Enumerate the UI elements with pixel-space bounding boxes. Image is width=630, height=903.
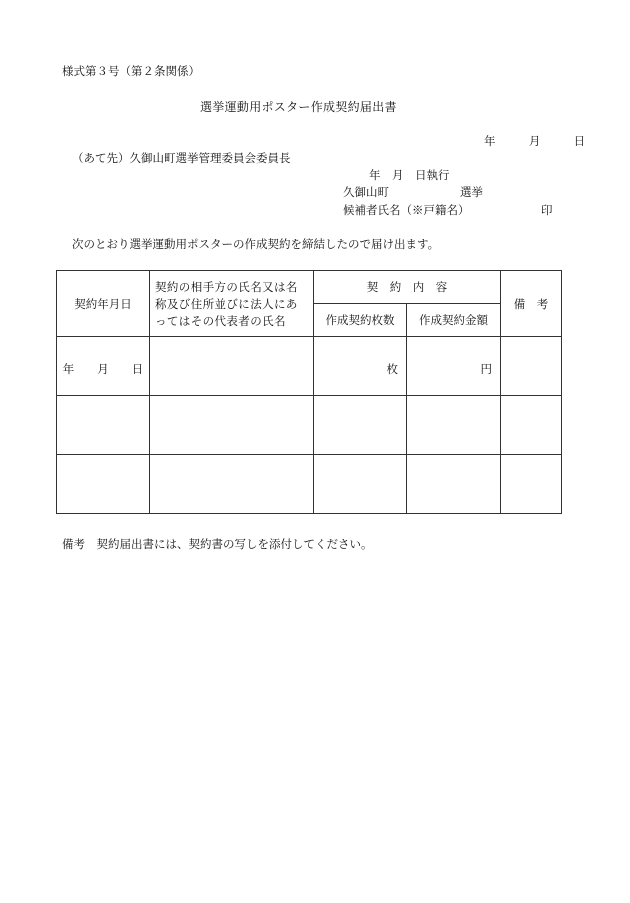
submission-date — [484, 136, 585, 148]
table-row — [57, 396, 562, 455]
header-contract-date: 契約年月日 — [57, 271, 150, 337]
header-poster-count: 作成契約枚数 — [314, 304, 407, 337]
row-remarks-cell[interactable] — [501, 396, 562, 455]
election-execution-date: 年 月 日執行 — [369, 168, 450, 182]
header-remarks: 備 考 — [501, 271, 562, 337]
table-row — [57, 337, 562, 396]
header-contract-party: 契約の相手方の氏名又は名称及び住所並びに法人にあってはその代表者の氏名 — [150, 271, 314, 337]
row-amount-cell[interactable]: 円 — [407, 337, 501, 396]
election-name — [343, 185, 483, 199]
header-contract-amount: 作成契約金額 — [407, 304, 501, 337]
contract-table — [56, 270, 562, 514]
row-party-cell[interactable] — [150, 455, 314, 514]
table-row — [57, 455, 562, 514]
seal-mark: 印 — [541, 203, 553, 217]
row-party-cell[interactable] — [150, 396, 314, 455]
document-title: 選挙運動用ポスター作成契約届出書 — [200, 100, 397, 114]
row-amount-cell[interactable] — [407, 455, 501, 514]
addressee: （あて先）久御山町選挙管理委員会委員長 — [72, 151, 291, 165]
date-month-label: 月 — [528, 134, 541, 148]
election-municipality: 久御山町 — [343, 185, 389, 199]
header-contract-contents: 契 約 内 容 — [314, 271, 501, 304]
row-count-cell[interactable]: 枚 — [314, 337, 407, 396]
table-header-row — [57, 271, 562, 304]
row-count-cell[interactable] — [314, 396, 407, 455]
row-remarks-cell[interactable] — [501, 337, 562, 396]
remarks-note: 備考 契約届出書には、契約書の写しを添付してください。 — [62, 537, 373, 551]
election-suffix: 選挙 — [460, 185, 483, 199]
intro-statement: 次のとおり選挙運動用ポスターの作成契約を締結したので届け出ます。 — [72, 237, 440, 251]
row-date-cell[interactable]: 年 月 日 — [57, 337, 150, 396]
date-day-label: 日 — [573, 134, 586, 148]
form-number: 様式第３号（第２条関係） — [62, 64, 200, 78]
date-year-label: 年 — [484, 134, 496, 148]
row-party-cell[interactable] — [150, 337, 314, 396]
row-remarks-cell[interactable] — [501, 455, 562, 514]
row-date-cell[interactable] — [57, 455, 150, 514]
candidate-name-label: 候補者氏名（※戸籍名） — [343, 203, 470, 217]
row-amount-cell[interactable] — [407, 396, 501, 455]
row-count-cell[interactable] — [314, 455, 407, 514]
row-date-cell[interactable] — [57, 396, 150, 455]
